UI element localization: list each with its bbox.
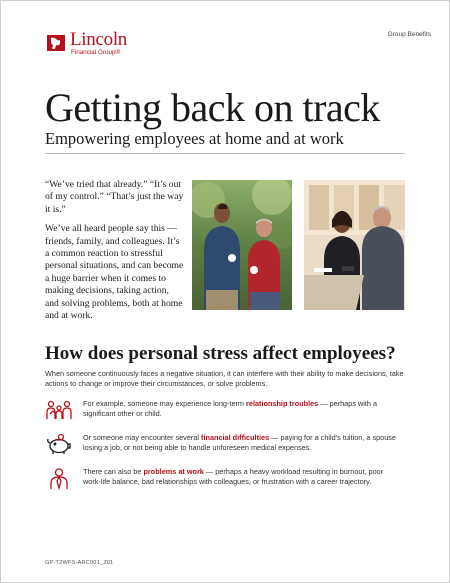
page-title: Getting back on track [45, 85, 380, 130]
lincoln-logo-icon [45, 33, 67, 53]
page-subtitle: Empowering employees at home and at work [45, 129, 344, 148]
list-item [45, 467, 405, 491]
two-men-outdoors-photo [192, 180, 292, 310]
item-highlight: financial difficulties [201, 433, 270, 442]
list-item [45, 399, 405, 423]
intro-quote: “We’ve tried that already.” “It’s out of my control.” “That’s just the way it is.” [45, 179, 184, 215]
title-divider [45, 153, 405, 154]
lincoln-logo [45, 31, 127, 57]
worker-icon [45, 467, 73, 491]
family-icon [45, 399, 73, 423]
item-text: For example, someone may experience long-term relationship troubles — perhaps with a significant other or child. [83, 399, 378, 419]
section-lead: When someone continuously faces a negative situation, it can interfere with their ability to make decisions, take actions to change or improve their circumstances, or solve problems. [45, 369, 404, 388]
brand-subname: Financial Group® [71, 49, 121, 56]
intro-text [45, 179, 185, 322]
document-code: GP-T2WFS-ARC001_Z01 [45, 560, 114, 566]
item-text: Or someone may encounter several financial difficulties — paying for a child’s tuition, a spouse losing a job, or not being able to handle unforeseen medical expenses. [83, 433, 396, 453]
item-highlight: problems at work [143, 467, 204, 476]
header-label: Group Benefits [387, 31, 431, 38]
brand-name: Lincoln [70, 29, 127, 50]
piggy-bank-icon [45, 433, 73, 457]
list-item [45, 433, 405, 457]
section-heading: How does personal stress affect employees? [45, 343, 396, 364]
item-highlight: relationship troubles [246, 399, 319, 408]
office-meeting-photo [304, 180, 405, 310]
intro-paragraph: We’ve all heard people say this — friends, family, and colleagues. It’s a common reaction to stressful personal situations, and can become a huge barrier when it comes to making decisions, taking action, and solving problems, both at home and at work. [45, 223, 184, 322]
item-text: There can also be problems at work — perhaps a heavy workload resulting in burnout, poor work-life balance, bad relationships with colleagues, or frustration with a career trajectory. [83, 467, 384, 487]
